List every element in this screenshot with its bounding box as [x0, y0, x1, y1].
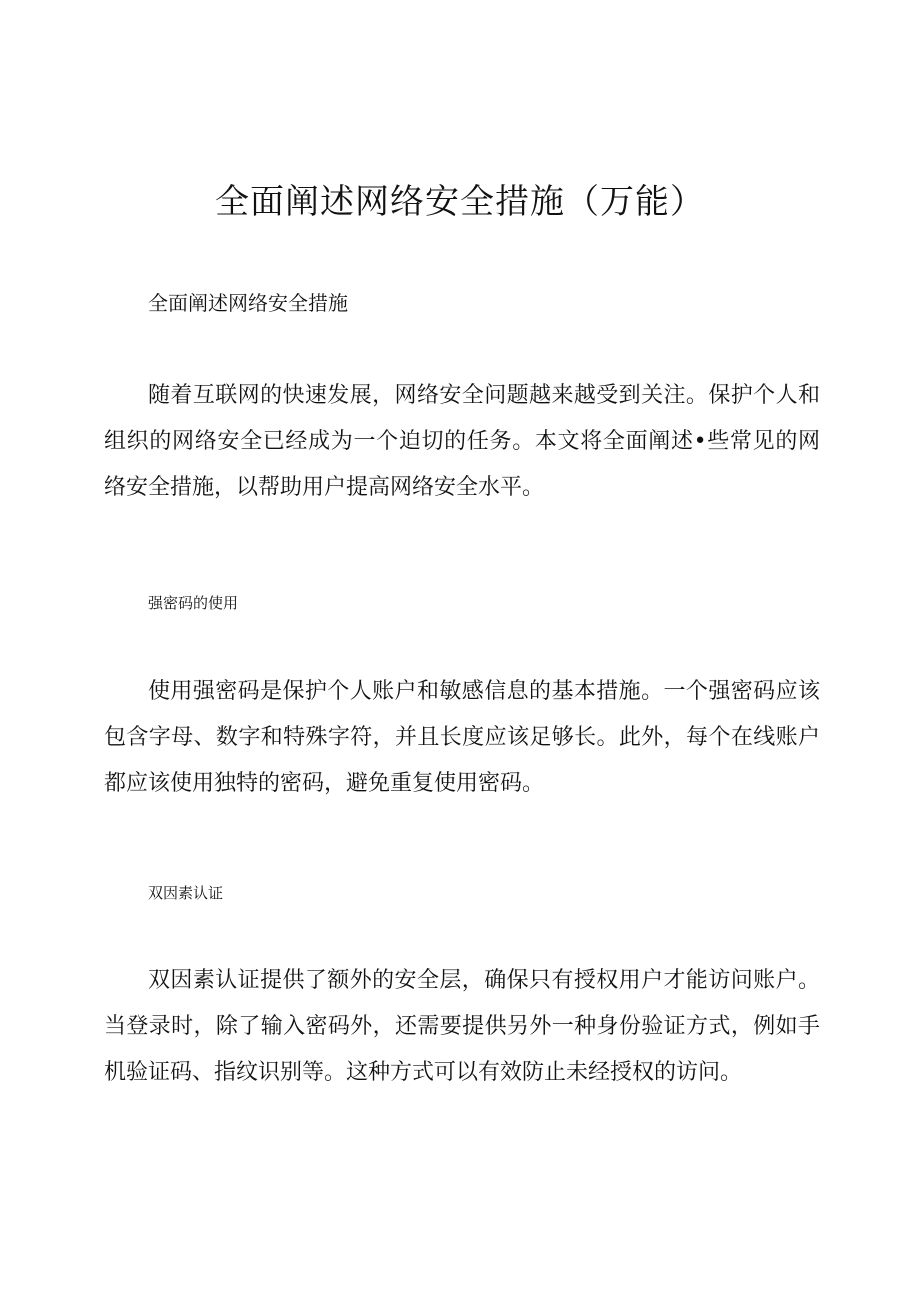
section-body-two-factor: 双因素认证提供了额外的安全层，确保只有授权用户才能访问账户。当登录时，除了输入密码外，还需要提供另外一种身份验证方式，例如手机验证码、指纹识别等。这种方式可以有效防止未经授权的访问。 — [104, 968, 820, 1085]
section-heading-two-factor: 双因素认证 — [148, 884, 224, 902]
intro-paragraph: 随着互联网的快速发展，网络安全问题越来越受到关注。保护个人和组织的网络安全已经成为一个迫切的任务。本文将全面阐述•些常见的网络安全措施，以帮助用户提高网络安全水平。 — [104, 383, 820, 500]
document-title: 全面阐述网络安全措施（万能） — [215, 182, 705, 222]
section-heading-strong-password: 强密码的使用 — [148, 594, 239, 612]
document-subtitle: 全面阐述网络安全措施 — [148, 291, 348, 315]
section-body-strong-password: 使用强密码是保护个人账户和敏感信息的基本措施。一个强密码应该包含字母、数字和特殊字符，并且长度应该足够长。此外，每个在线账户都应该使用独特的密码，避免重复使用密码。 — [104, 679, 820, 796]
